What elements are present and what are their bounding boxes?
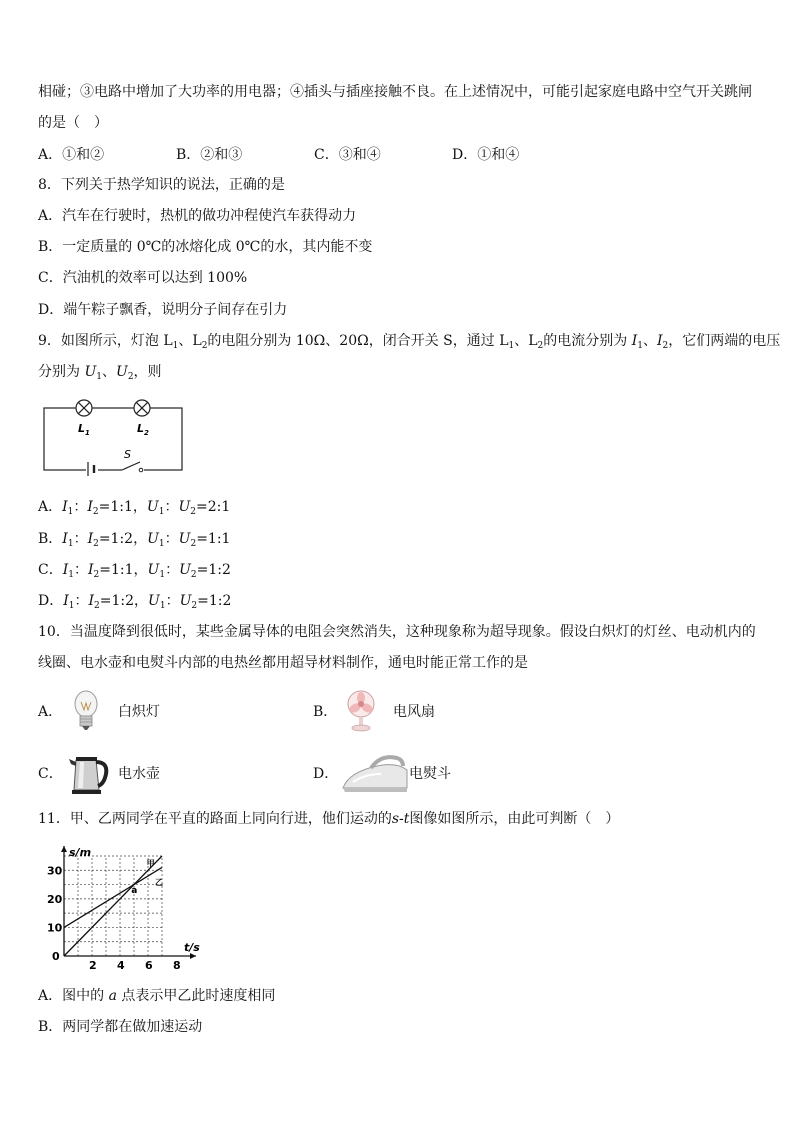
q7-stem-line2: 的是（ ） [38,115,108,131]
electric-iron-icon [341,750,411,796]
switch-label: S [124,448,131,461]
q9-stem-line2: 分别为 $U_1$、$U_2$，则 [38,364,162,382]
lamp-l2-label: $L_2$ [137,422,149,437]
q11-st-chart [38,840,208,972]
q10-option-c-letter: C． [38,766,63,782]
q7-option-c[interactable]: C．③和④ [314,147,381,163]
q10-option-c[interactable] [38,750,238,796]
x-tick-label: 2 [89,959,97,972]
series-line-2 [64,867,162,927]
y-tick-label: 30 [47,864,63,878]
series-line-1 [64,856,162,956]
q11-option-a[interactable]: A．图中的 a 点表示甲乙此时速度相同 [38,988,276,1004]
switch-icon [122,462,144,474]
y-tick-label: 20 [47,892,63,906]
q10-option-d[interactable] [313,750,513,796]
q7-options [38,144,758,164]
origin-label: 0 [52,950,60,963]
q8-option-b[interactable]: B．一定质量的 0℃的冰熔化成 0℃的水，其内能不变 [38,239,373,255]
q10-stem-line1: 10．当温度降到很低时，某些金属导体的电阻会突然消失，这种现象称为超导现象。假设白炽灯的灯丝、电动机内的 [38,624,756,640]
circuit-wire [44,408,182,470]
series-label-jia: 甲 [146,859,155,868]
q8-stem: 8．下列关于热学知识的说法，正确的是 [38,177,285,193]
lamp-l1-icon [76,400,92,416]
q7-option-d[interactable]: D．①和④ [452,147,520,163]
q11-stem: 11．甲、乙两同学在平直的路面上同向行进，他们运动的s-t图像如图所示，由此可判断（ ） [38,811,620,827]
q10-option-a-name: 白炽灯 [118,704,160,720]
q10-option-d-letter: D． [313,766,339,782]
y-axis-arrow-icon [61,846,67,852]
q10-option-a[interactable] [38,688,238,734]
q10-stem-line2: 线圈、电水壶和电熨斗内部的电热丝都用超导材料制作，通电时能正常工作的是 [38,655,528,671]
lamp-l1-label: $L_1$ [78,422,90,437]
q10-option-a-letter: A． [38,704,63,720]
q8-option-a[interactable]: A．汽车在行驶时，热机的做功冲程使汽车获得动力 [38,208,357,224]
y-tick-label: 10 [47,921,63,935]
q9-option-b[interactable]: B．$I_1$：$I_2=1:2$，$U_1$：$U_2=1:1$ [38,531,231,549]
q9-option-c[interactable]: C．$I_1$：$I_2=1:1$，$U_1$：$U_2=1:2$ [38,562,231,580]
q9-circuit-diagram [38,394,188,476]
q10-option-b-letter: B． [313,704,338,720]
electric-fan-icon [341,688,381,734]
lamp-l2-icon [134,400,150,416]
q9-stem-line1: 9．如图所示，灯泡 $L_1$、$L_2$的电阻分别为 10Ω、20Ω，闭合开关 S，通过 $L_1$、$L_2$的电流分别为 $I_1$、$I_2$，它们两端的电压 [38,333,781,351]
light-bulb-icon [66,688,106,734]
q9-option-d[interactable]: D．$I_1$：$I_2=1:2$，$U_1$：$U_2=1:2$ [38,593,232,611]
y-axis-label: s/m [69,846,92,859]
point-a-label: a [131,886,138,897]
battery-icon [86,460,98,476]
q7-option-a[interactable]: A．①和② [38,147,105,163]
q10-option-b[interactable] [313,688,513,734]
q10-option-d-name: 电熨斗 [409,766,451,782]
q7-option-b[interactable]: B．②和③ [176,147,243,163]
x-tick-label: 6 [145,959,153,972]
x-tick-label: 8 [173,959,181,972]
q7-stem-line1: 相碰；③电路中增加了大功率的用电器；④插头与插座接触不良。在上述情况中，可能引起家庭电路中空气开关跳闸 [38,84,752,100]
q10-option-c-name: 电水壶 [118,766,160,782]
q10-option-b-name: 电风扇 [393,704,435,720]
x-axis-label: t/s [184,941,200,954]
q8-option-c[interactable]: C．汽油机的效率可以达到 100% [38,270,248,286]
q9-option-a[interactable]: A．$I_1$：$I_2=1:1$，$U_1$：$U_2=2:1$ [38,499,231,517]
series-label-yi: 乙 [155,878,163,888]
electric-kettle-icon [66,750,114,796]
q11-option-b[interactable]: B．两同学都在做加速运动 [38,1019,203,1035]
x-tick-label: 4 [117,959,125,972]
q8-option-d[interactable]: D．端午粽子飘香，说明分子间存在引力 [38,302,288,318]
